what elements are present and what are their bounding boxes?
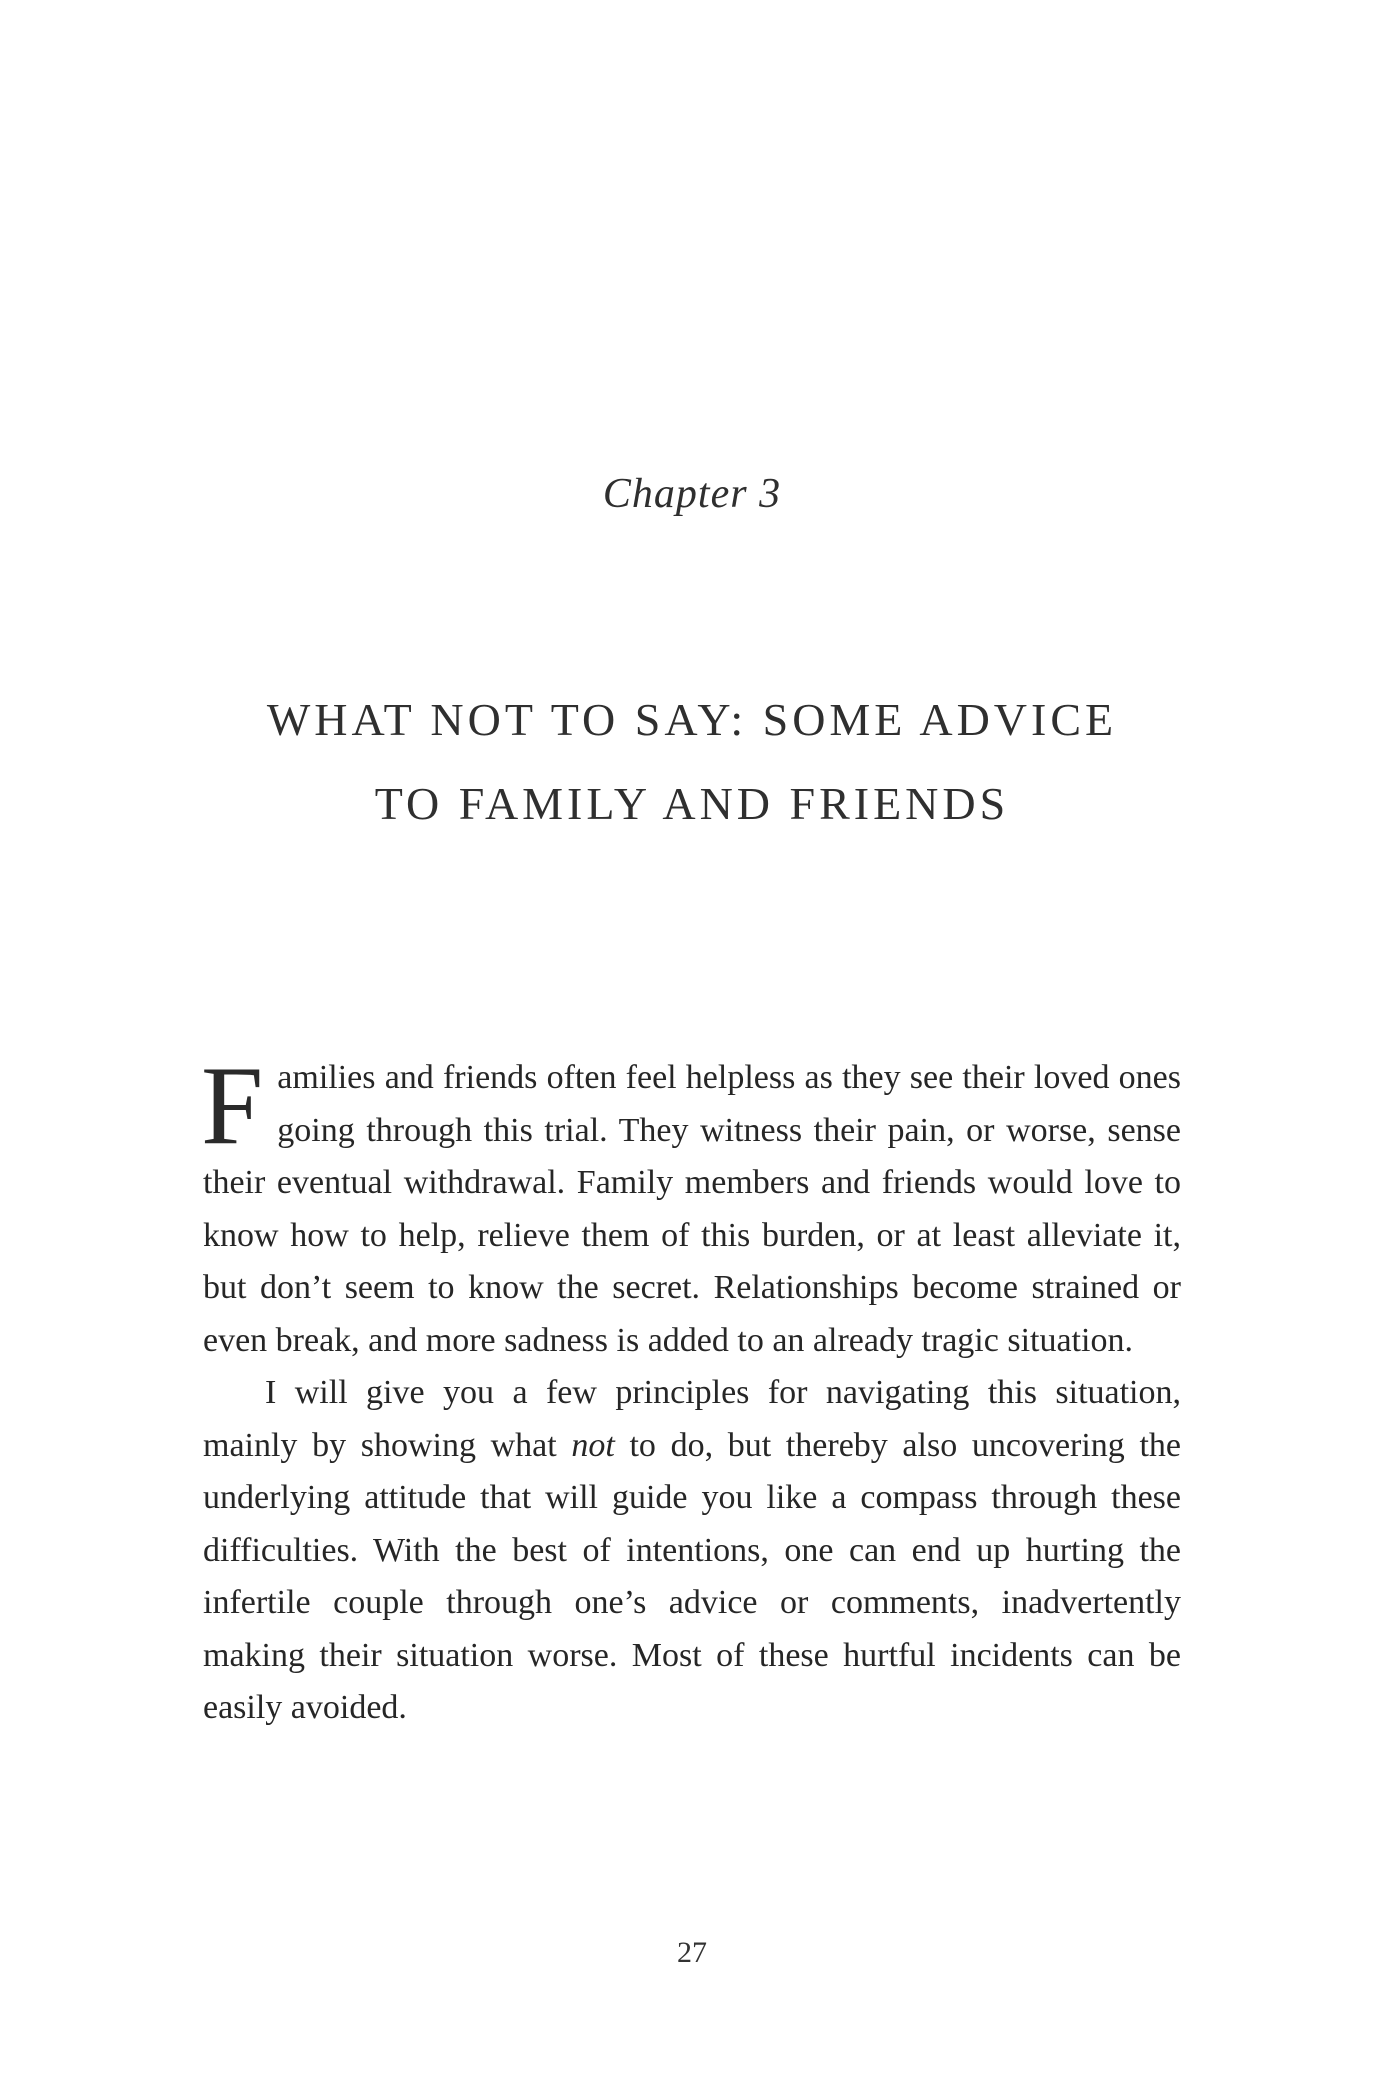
page-number: 27	[677, 1936, 707, 1969]
chapter-title-line-1: WHAT NOT TO SAY: SOME ADVICE	[266, 694, 1118, 745]
paragraph-1	[201, 1044, 1181, 1367]
paragraph-2	[203, 1367, 1181, 1735]
chapter-body	[201, 1044, 1181, 1735]
chapter-label: Chapter 3	[602, 471, 782, 517]
chapter-title	[0, 678, 1384, 846]
paragraph-1-text: amilies and friends often feel helpless as they see their loved ones going through this trial. They witness their pain, or worse, sense their eventual withdrawal. Family members and friends would love to know how to help, relieve them of this burden, or at least alleviate it, but don’t seem to know the secret. Relationships become strained or even break, and more sadness is added to an already tragic situation.	[203, 1059, 1181, 1359]
paragraph-2-text-end: to do, but thereby also uncovering the underlying attitude that will guide you like a compass through these difficulties. With the best of intentions, one can end up hurting the infertile couple through one’s advice or comments, inadvertently making their situation worse. Most of these hurtful incidents can be easily avoided.	[203, 1426, 1181, 1726]
drop-cap: F	[201, 1044, 264, 1168]
paragraph-2-emphasis: not	[571, 1426, 615, 1464]
paragraph-2-text-start: I will give you a few principles for navigating this situation, mainly by showing what	[203, 1374, 1181, 1464]
chapter-title-line-2: TO FAMILY AND FRIENDS	[374, 778, 1010, 829]
